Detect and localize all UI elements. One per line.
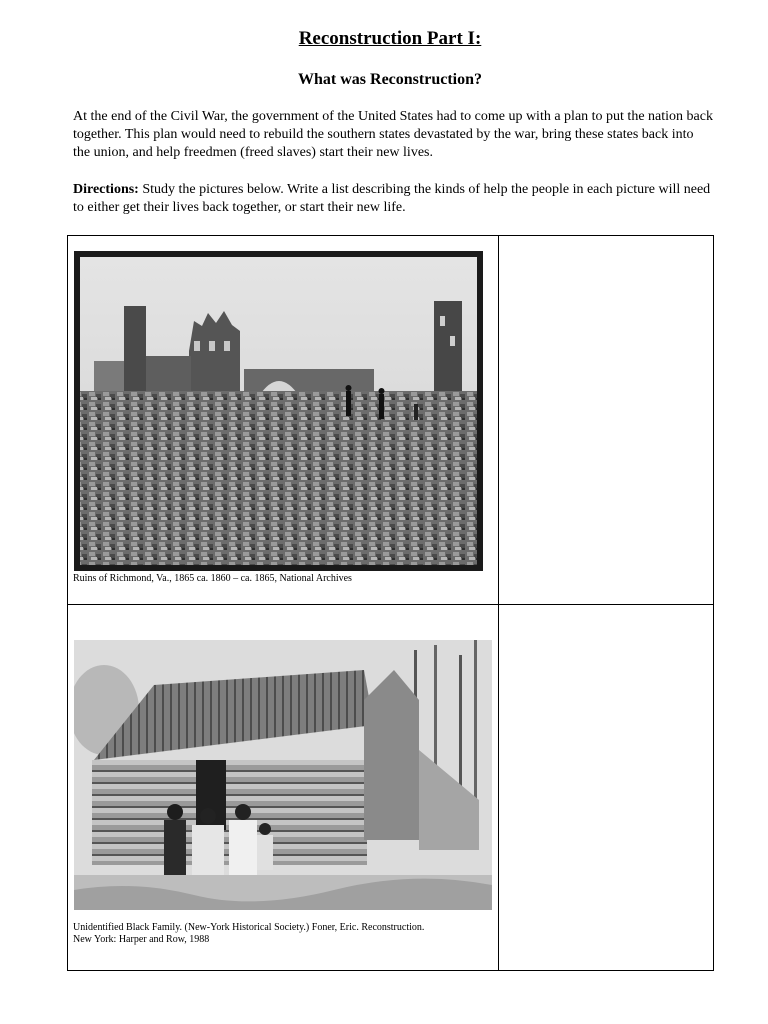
answer-cell-family[interactable] — [498, 605, 713, 971]
directions-label: Directions: — [73, 182, 139, 197]
picture-table — [67, 235, 714, 971]
ruins-photo-wrap — [68, 236, 498, 571]
answer-cell-ruins[interactable] — [498, 236, 713, 605]
ruins-caption: Ruins of Richmond, Va., 1865 ca. 1860 – ca. 1865, National Archives — [73, 573, 352, 584]
page-title: Reconstruction Part I: — [298, 28, 482, 49]
picture-cell-ruins — [68, 236, 499, 605]
richmond-ruins-photo — [74, 251, 483, 571]
table-row — [68, 605, 714, 971]
family-caption-line1: Unidentified Black Family. (New-York Historical Society.) Foner, Eric. Reconstruction. — [73, 922, 425, 933]
directions-paragraph — [73, 181, 713, 217]
intro-paragraph: At the end of the Civil War, the government of the United States had to come up with a plan to put the nation back together. This plan would need to rebuild the southern states devastated by the war, bring these states back into the union, and help freedmen (freed slaves) start their new lives. — [73, 109, 713, 160]
family-photo-wrap — [68, 605, 498, 910]
page-subtitle: What was Reconstruction? — [298, 71, 482, 88]
table-row — [68, 236, 714, 605]
black-family-cabin-photo — [74, 640, 492, 910]
directions-text: Study the pictures below. Write a list describing the kinds of help the people in each picture will need to either get their lives back together, or start their new life. — [73, 182, 711, 215]
family-caption — [68, 922, 498, 946]
family-caption-line2: New York: Harper and Row, 1988 — [73, 934, 210, 945]
picture-cell-family — [68, 605, 499, 971]
